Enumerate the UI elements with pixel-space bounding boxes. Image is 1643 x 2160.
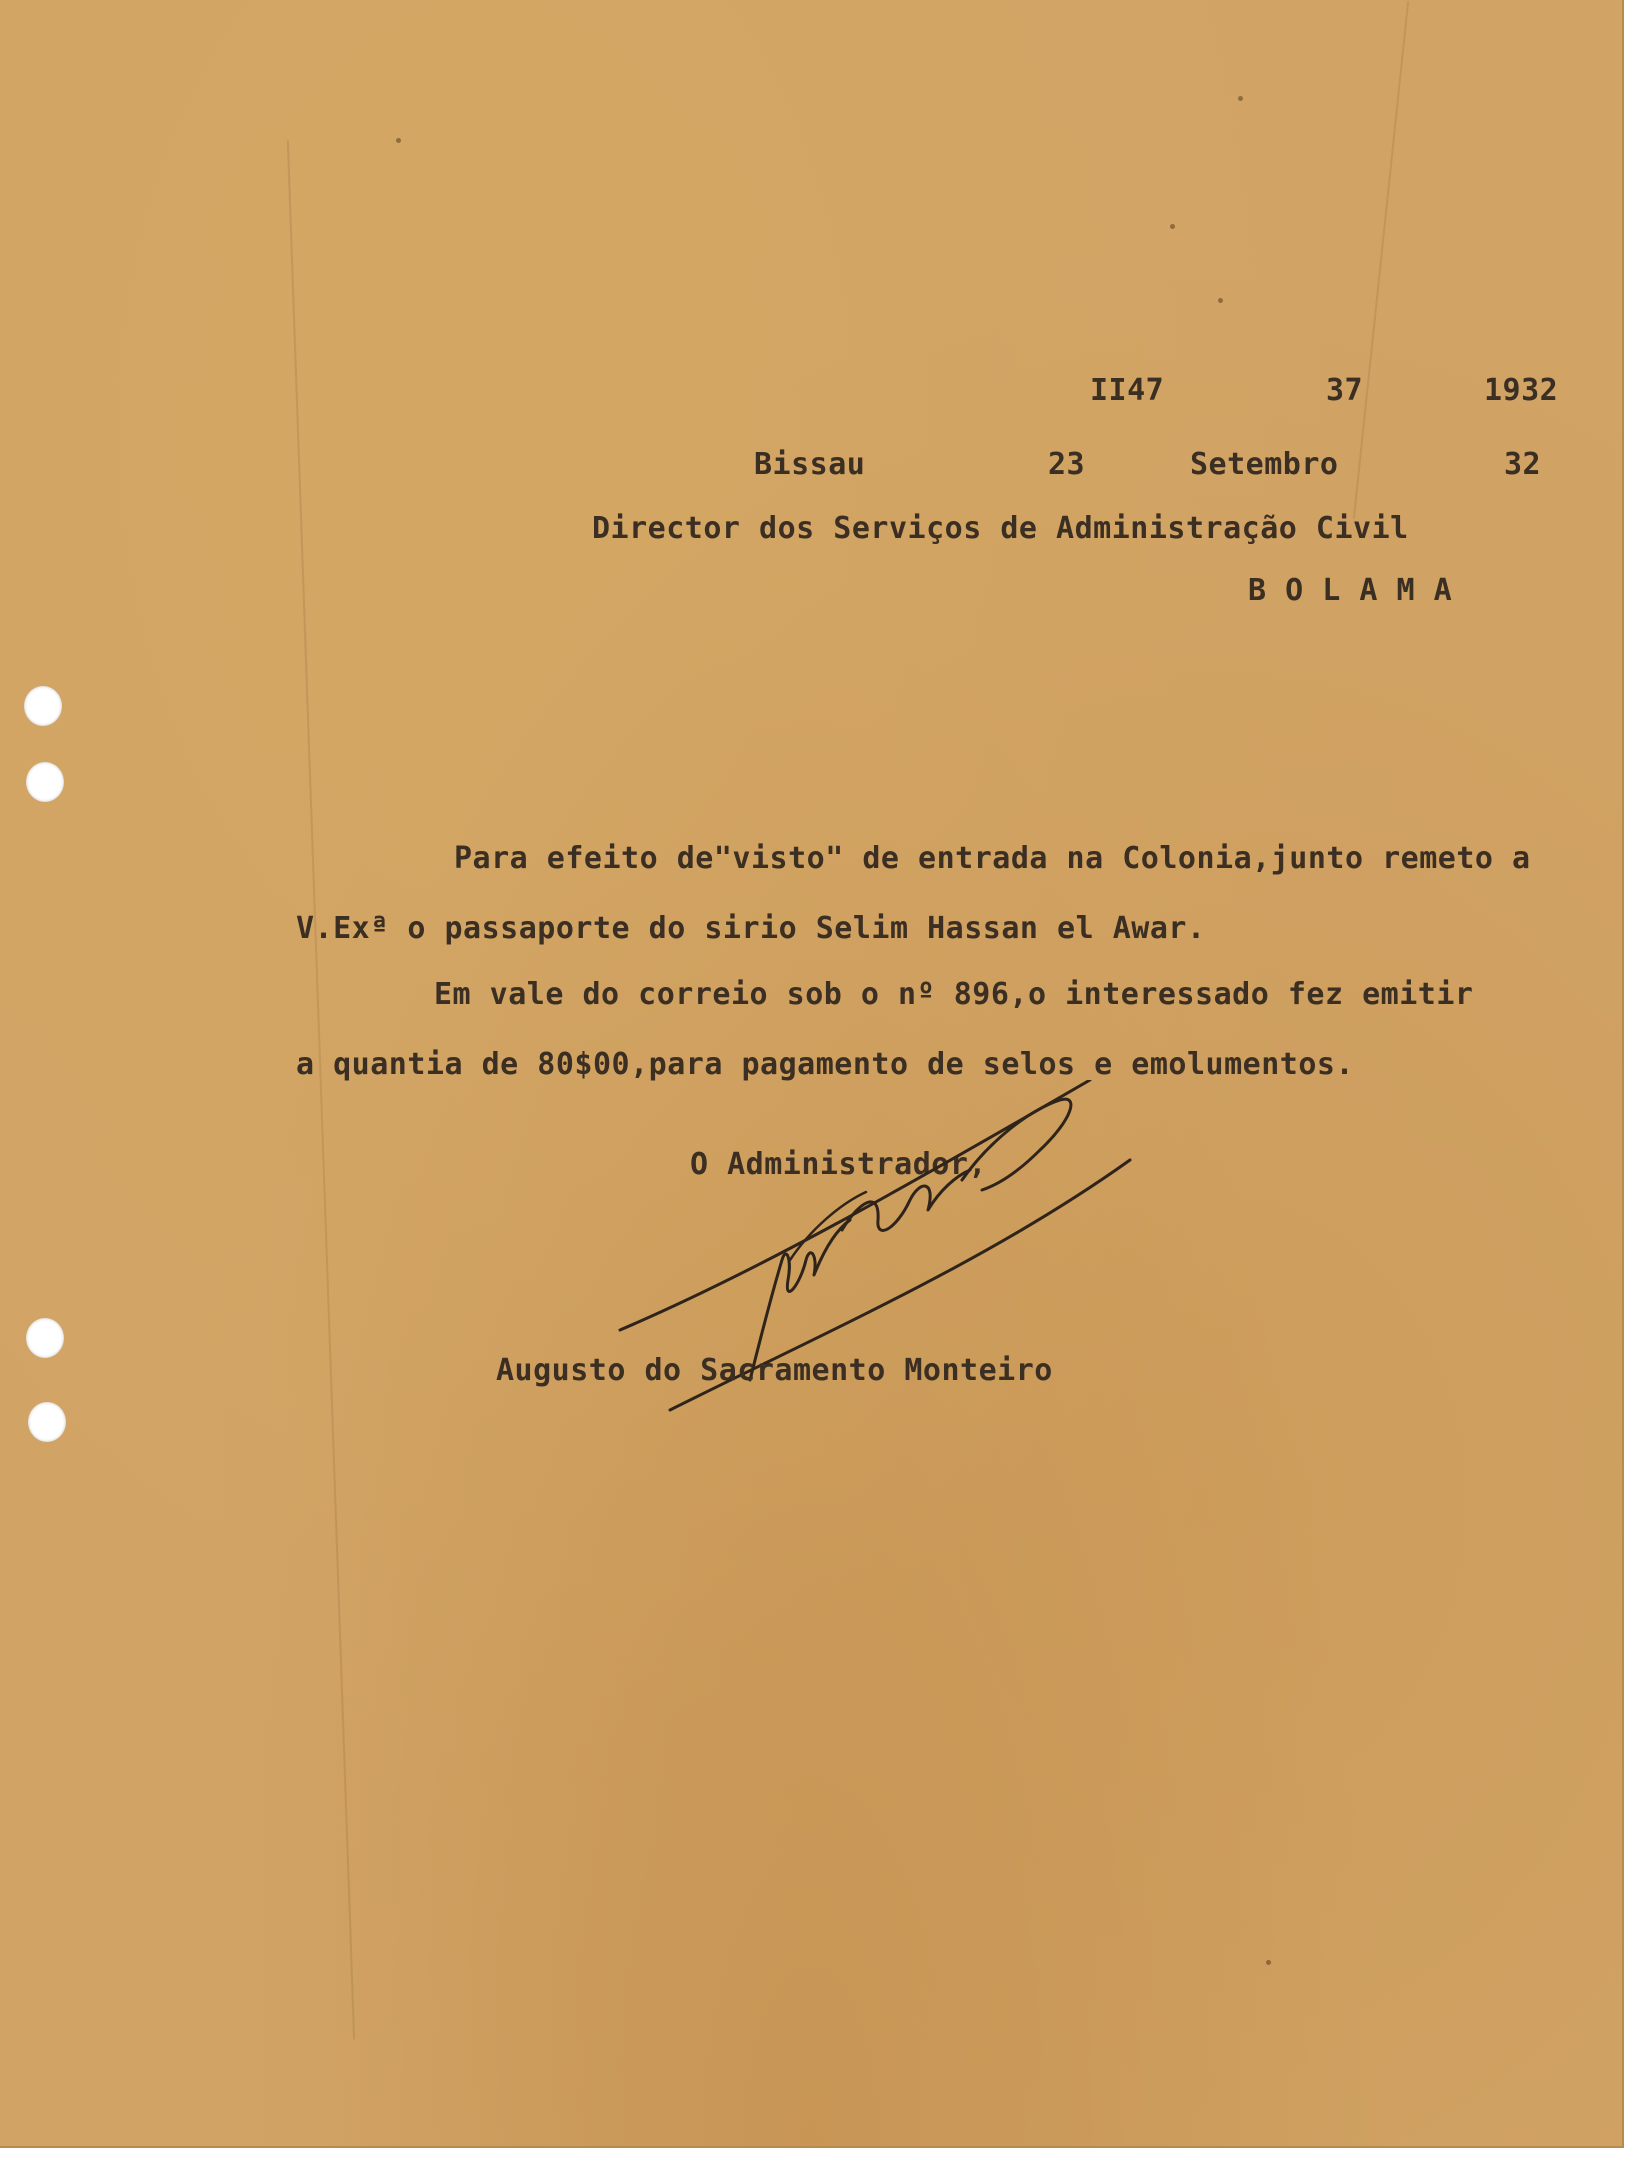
dateline-month: Setembro [1190,447,1339,482]
paper-speck [1266,1960,1271,1965]
dateline-place: Bissau [754,447,866,482]
body-line-2: V.Exª o passaporte do sirio Selim Hassan el Awar. [296,911,1206,946]
paper-speck [1170,224,1175,229]
paper-speck [396,138,401,143]
reference-code: 37 [1326,373,1364,408]
punch-hole [26,1318,64,1358]
punch-hole [24,686,62,726]
punch-hole [26,762,64,802]
body-line-4: a quantia de 80$00,para pagamento de selos e emolumentos. [296,1047,1355,1082]
body-line-3: Em vale do correio sob o nº 896,o interessado fez emitir [434,977,1474,1012]
paper-speck [1238,96,1243,101]
paper-speck [1218,298,1223,303]
body-line-1: Para efeito de"visto" de entrada na Colonia,junto remeto a [454,841,1531,876]
punch-hole [28,1402,66,1442]
dateline-day: 23 [1048,447,1086,482]
addressee-title: Director dos Serviços de Administração Civil [592,511,1409,546]
paper-crease [287,141,355,2040]
reference-year: 1932 [1484,373,1559,408]
addressee-city: B O L A M A [1248,573,1453,608]
signatory-name: Augusto do Sacramento Monteiro [496,1353,1053,1388]
dateline-year: 32 [1504,447,1542,482]
reference-number: II47 [1090,373,1165,408]
paper-crease [1353,1,1409,518]
closing-title: O Administrador, [690,1147,987,1182]
